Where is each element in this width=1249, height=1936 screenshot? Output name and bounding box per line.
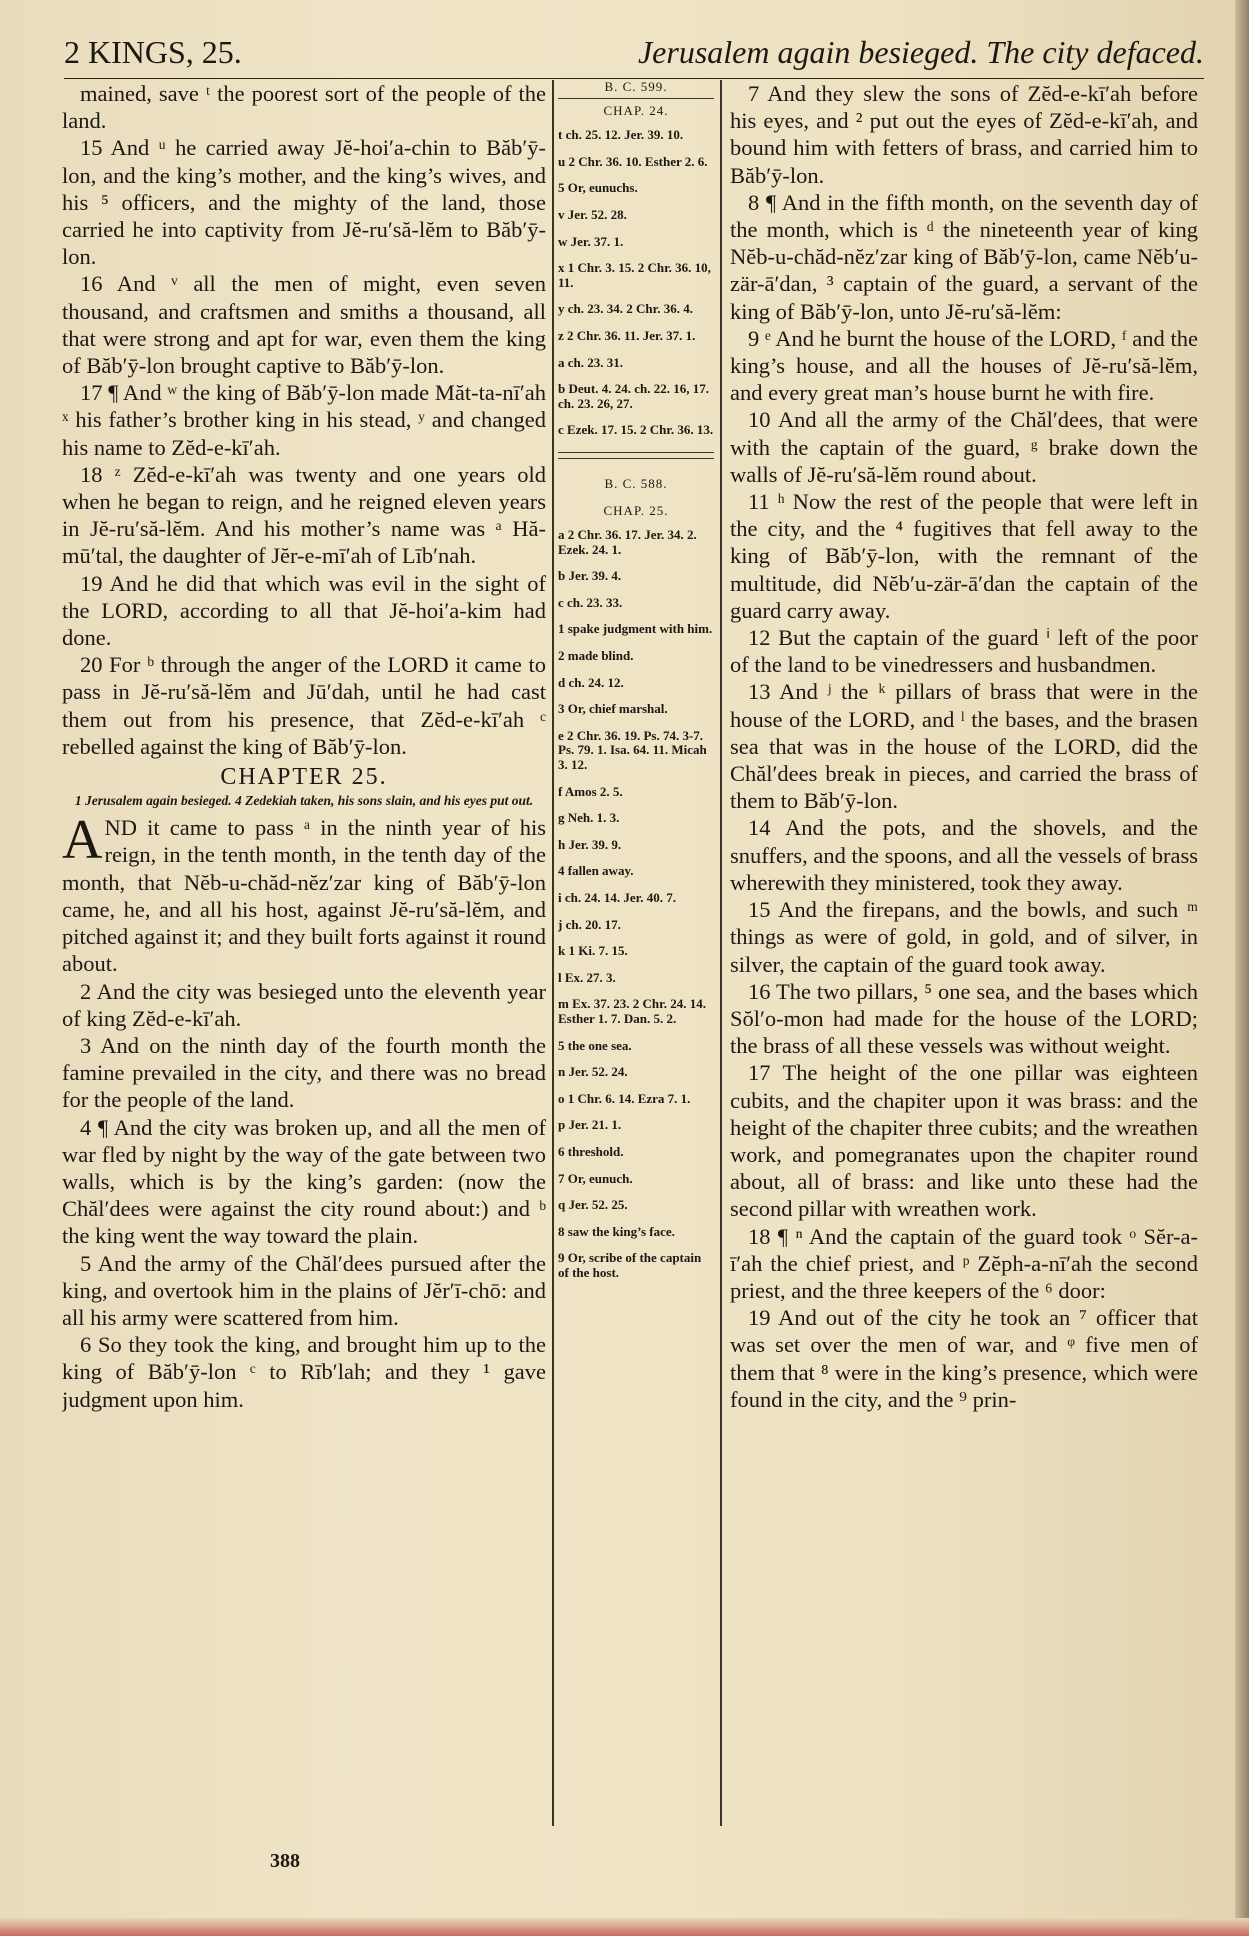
verse: 18 ᶻ Zĕd-e-kī′ah was twenty and one years old when he began to reign, and he reigned eleven years in Jĕ-ru′să-lĕm. And his mother’s name was ᵃ Hă-mū′tal, the daughter of Jĕr-e-mī′ah of Līb′nah.	[62, 461, 546, 569]
verse: 9 ᵉ And he burnt the house of the LORD, ᶠ and the king’s house, and all the houses of Jĕ-ru′să-lĕm, and every great man’s house burnt he with fire.	[730, 325, 1198, 406]
cross-reference: 3 Or, chief marshal.	[558, 701, 668, 717]
page-edge	[1235, 0, 1249, 1936]
margin-date-2: B. C. 588.	[604, 475, 668, 491]
margin-refs-block-1	[558, 128, 714, 438]
cross-reference: q Jer. 52. 25.	[558, 1197, 628, 1213]
cross-reference: k 1 Ki. 7. 15.	[558, 943, 628, 959]
cross-reference: e 2 Chr. 36. 19. Ps. 74. 3-7. Ps. 79. 1. Isa. 64. 11. Micah 3. 12.	[558, 727, 707, 773]
cross-reference: b Jer. 39. 4.	[558, 568, 622, 584]
cross-reference: 5 the one sea.	[558, 1037, 632, 1053]
cross-reference: 9 Or, scribe of the captain of the host.	[558, 1250, 702, 1280]
verse: 2 And the city was besieged unto the eleventh year of king Zĕd-e-kī′ah.	[62, 978, 546, 1031]
verse: 11 ʰ Now the rest of the people that were left in the city, and the ⁴ fugitives that fell away to the king of Băb′ȳ-lon, with the remnant of the multitude, did Nĕb′u-zär-ā′dan the captain of the guard carry away.	[730, 489, 1198, 623]
cross-reference: x 1 Chr. 3. 15. 2 Chr. 36. 10, 11.	[558, 260, 711, 290]
chapter-25-verses-continued	[730, 80, 1198, 1413]
cross-reference: 7 Or, eunuch.	[558, 1170, 633, 1186]
verse: 5 And the army of the Chăl′dees pursued after the king, and overtook him in the plains of Jĕr′ī-chō: and all his army were scattered from him.	[62, 1250, 546, 1330]
cross-reference: c Ezek. 17. 15. 2 Chr. 36. 13.	[558, 422, 714, 438]
cross-reference: i ch. 24. 14. Jer. 40. 7.	[558, 890, 676, 905]
margin-rule	[558, 458, 714, 459]
page-bottom-edge	[0, 1918, 1249, 1936]
cross-reference: 1 spake judgment with him.	[558, 621, 713, 637]
cross-reference: 6 threshold.	[558, 1143, 624, 1159]
verse: 3 And on the ninth day of the fourth month the famine prevailed in the city, and there was no bread for the people of the land.	[62, 1032, 546, 1113]
cross-reference: f Amos 2. 5.	[558, 783, 623, 799]
verse: 15 And ᵘ he carried away Jĕ-hoi′a-chin to Băb′ȳ-lon, and the king’s mother, and the king’s wives, and his ⁵ officers, and the mighty of the land, those carried he into captivity from Jĕ-ru′să-lĕm to Băb′ȳ-lon.	[62, 135, 546, 270]
cross-reference: j ch. 20. 17.	[558, 916, 621, 932]
verse: 8 ¶ And in the fifth month, on the seventh day of the month, which is ᵈ the nineteenth year of king Nĕb-u-chăd-nĕz′zar king of Băb′ȳ-lon, came Nĕb′u-zär-ā′dan, ³ captain of the guard, a servant of the king of Băb′ȳ-lon, unto Jĕ-ru′să-lĕm:	[730, 189, 1198, 324]
chapter-25-verses	[62, 978, 546, 1413]
verse: mained, save ᵗ the poorest sort of the people of the land.	[62, 81, 546, 134]
cross-reference: l Ex. 27. 3.	[558, 969, 616, 985]
margin-rule	[558, 98, 714, 99]
margin-chapter-1: CHAP. 24.	[603, 102, 669, 118]
verse: 17 The height of the one pillar was eighteen cubits, and the chapiter upon it was brass: and the height of the chapiter three cubits; and the wreathen work, and pomegranates upon the chapiter round about, all of brass: and like unto these had the second pillar with wreathen work.	[730, 1060, 1198, 1222]
chapter-25-first-verse	[62, 809, 546, 977]
page-number: 388	[270, 1850, 300, 1872]
cross-reference: 4 fallen away.	[558, 863, 634, 879]
verse: 19 And he did that which was evil in the sight of the LORD, according to all that Jĕ-hoi′a-kim had done.	[62, 570, 546, 651]
cross-reference: 5 Or, eunuchs.	[558, 180, 638, 196]
cross-reference: z 2 Chr. 36. 11. Jer. 37. 1.	[558, 327, 696, 343]
margin-rule	[558, 452, 714, 453]
page-topic-heading: Jerusalem again besieged. The city defaced.	[637, 34, 1204, 70]
cross-reference: v Jer. 52. 28.	[558, 206, 627, 222]
cross-reference: w Jer. 37. 1.	[558, 233, 624, 249]
cross-reference: n Jer. 52. 24.	[558, 1064, 628, 1080]
verse: 16 The two pillars, ⁵ one sea, and the bases which Sŏl′o-mon had made for the house of the LORD; the brass of all these vessels was without weight.	[730, 978, 1198, 1059]
margin-chapter-2: CHAP. 25.	[603, 502, 669, 518]
verse: 13 And ʲ the ᵏ pillars of brass that were in the house of the LORD, and ˡ the bases, and the brasen sea that was in the house of the LORD, did the Chăl′dees break in pieces, and carried the brass of them to Băb′ȳ-lon.	[730, 679, 1198, 814]
cross-reference: c ch. 23. 33.	[558, 594, 623, 610]
column-divider-left	[552, 80, 554, 1826]
cross-reference: d ch. 24. 12.	[558, 674, 624, 690]
drop-cap-letter: A	[62, 809, 103, 872]
cross-reference: h Jer. 39. 9.	[558, 836, 622, 852]
verse: 16 And ᵛ all the men of might, even seven thousand, and craftsmen and smiths a thousand, all that were strong and apt for war, even them the king of Băb′ȳ-lon brought captive to Băb′ȳ-lon.	[62, 271, 546, 379]
verse: 15 And the firepans, and the bowls, and such ᵐ things as were of gold, in gold, and of silver, in silver, the captain of the guard took away.	[730, 897, 1198, 977]
cross-reference: t ch. 25. 12. Jer. 39. 10.	[558, 127, 684, 143]
verse: 6 So they took the king, and brought him up to the king of Băb′ȳ-lon ᶜ to Rīb′lah; and they ¹ gave judgment upon him.	[62, 1332, 546, 1412]
verse: 17 ¶ And ʷ the king of Băb′ȳ-lon made Măt-ta-nī′ah ˣ his father’s brother king in his stead, ʸ and changed his name to Zĕd-e-kī′ah.	[62, 380, 546, 460]
left-text-column	[62, 80, 546, 1826]
cross-reference: o 1 Chr. 6. 14. Ezra 7. 1.	[558, 1090, 691, 1106]
cross-reference: 2 made blind.	[558, 648, 634, 664]
right-text-column	[730, 80, 1198, 1826]
margin-date-1: B. C. 599.	[604, 80, 668, 94]
cross-reference: y ch. 23. 34. 2 Chr. 36. 4.	[558, 301, 693, 317]
cross-reference: p Jer. 21. 1.	[558, 1117, 622, 1133]
verse: 14 And the pots, and the shovels, and the snuffers, and the spoons, and all the vessels of brass wherewith they ministered, took they away.	[730, 815, 1198, 895]
running-header	[64, 34, 1204, 79]
verse: 10 And all the army of the Chăl′dees, that were with the captain of the guard, ᵍ brake down the walls of Jĕ-ru′să-lĕm round about.	[730, 407, 1198, 487]
verse: 18 ¶ ⁿ And the captain of the guard took ᵒ Sĕr-a-ī′ah the chief priest, and ᵖ Zĕph-a-nī′ah the second priest, and the three keepers of the ⁶ door:	[730, 1223, 1198, 1303]
verse: 20 For ᵇ through the anger of the LORD it came to pass in Jĕ-ru′să-lĕm and Jū′dah, until he had cast them out from his presence, that Zĕd-e-kī′ah ᶜ rebelled against the king of Băb′ȳ-lon.	[62, 652, 546, 759]
cross-reference: u 2 Chr. 36. 10. Esther 2. 6.	[558, 153, 708, 169]
verse: 7 And they slew the sons of Zĕd-e-kī′ah before his eyes, and ² put out the eyes of Zĕd-e-kī′ah, and bound him with fetters of brass, and carried him to Băb′ȳ-lon.	[730, 81, 1198, 188]
column-divider-right	[720, 80, 722, 1826]
cross-reference-column	[558, 80, 714, 1826]
cross-reference: m Ex. 37. 23. 2 Chr. 24. 14. Esther 1. 7. Dan. 5. 2.	[558, 996, 706, 1026]
first-verse-text: ND it came to pass ᵃ in the ninth year of his reign, in the tenth month, in the tenth day of the month, that Nĕb-u-chăd-nĕz′zar king of Băb′ȳ-lon came, he, and all his host, against Jĕ-ru′să-lĕm, and pitched against it; and they built forts against it round about.	[62, 815, 546, 977]
verse: 19 And out of the city he took an ⁷ officer that was set over the men of war, and ᵠ five men of them that ⁸ were in the king’s presence, which were found in the city, and the ⁹ prin-	[730, 1305, 1198, 1412]
cross-reference: g Neh. 1. 3.	[558, 810, 620, 826]
cross-reference: b Deut. 4. 24. ch. 22. 16, 17. ch. 23. 26, 27.	[558, 381, 709, 411]
cross-reference: a 2 Chr. 36. 17. Jer. 34. 2. Ezek. 24. 1.	[558, 527, 697, 557]
verse: 4 ¶ And the city was broken up, and all the men of war fled by night by the way of the gate between two walls, which is by the king’s garden: (now the Chăl′dees were against the city round about:) and ᵇ the king went the way toward the plain.	[62, 1114, 546, 1249]
chapter-summary: 1 Jerusalem again besieged. 4 Zedekiah taken, his sons slain, and his eyes put out.	[74, 793, 534, 809]
book-chapter-label: 2 KINGS, 25.	[64, 34, 242, 70]
verse: 12 But the captain of the guard ⁱ left of the poor of the land to be vinedressers and husbandmen.	[730, 625, 1198, 678]
cross-reference: 8 saw the king’s face.	[558, 1223, 675, 1239]
chapter-24-verses	[62, 80, 546, 760]
margin-refs-block-2	[558, 528, 714, 1280]
chapter-title: CHAPTER 25.	[220, 764, 388, 791]
cross-reference: a ch. 23. 31.	[558, 354, 623, 370]
